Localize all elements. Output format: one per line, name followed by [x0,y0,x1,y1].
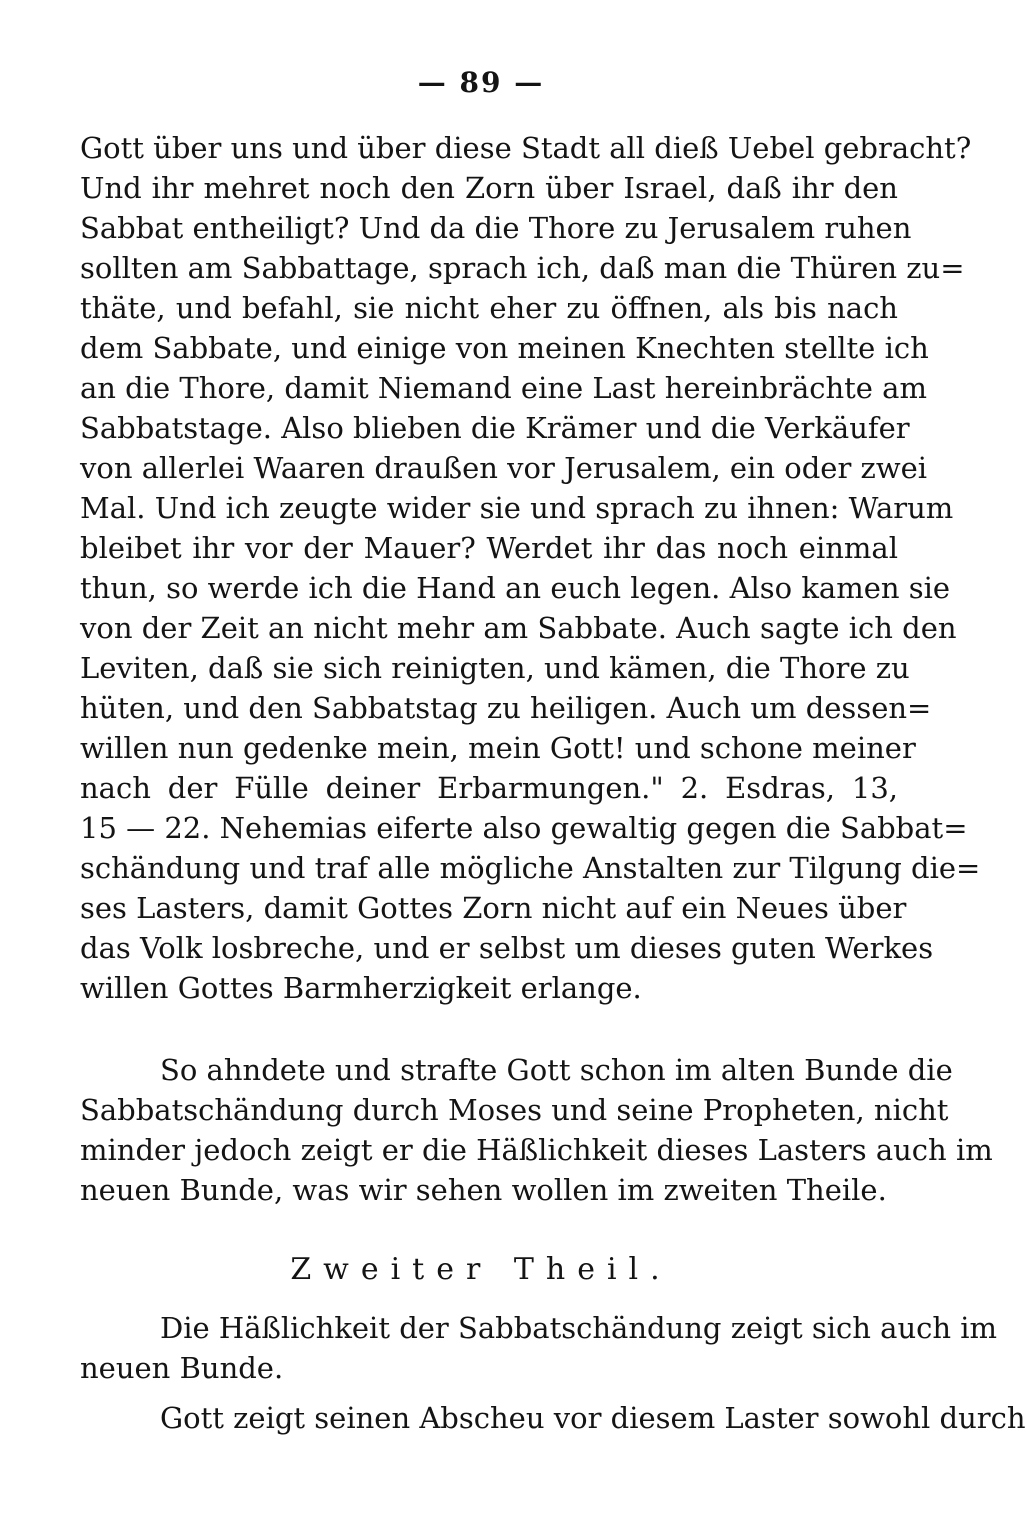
text-line: an die Thore, damit Niemand eine Last hereinbrächte am [80,371,927,405]
paragraph-2 [80,1050,993,1210]
text-line: 15 — 22. Nehemias eiferte also gewaltig gegen die Sabbat= [80,811,968,845]
text-line: Sabbatstage. Also blieben die Krämer und die Verkäufer [80,411,910,445]
text-line: Gott über uns und über diese Stadt all dieß Uebel gebracht? [80,131,972,165]
text-line: Mal. Und ich zeugte wider sie und sprach zu ihnen: Warum [80,491,954,525]
text-line: das Volk losbreche, und er selbst um dieses guten Werkes [80,931,934,965]
text-line: neuen Bunde. [80,1351,284,1385]
text-line: willen nun gedenke mein, mein Gott! und schone meiner [80,731,916,765]
page-number: — 89 — [417,66,545,99]
section-heading: Zweiter Theil. [290,1252,672,1287]
paragraph-4 [80,1398,1026,1438]
text-line: nach der Fülle deiner Erbarmungen." 2. Esdras, 13, [80,771,898,805]
text-line: thäte, und befahl, sie nicht eher zu öffnen, als bis nach [80,291,898,325]
text-line: schändung und traf alle mögliche Anstalten zur Tilgung die= [80,851,981,885]
text-line: Die Häßlichkeit der Sabbatschändung zeigt sich auch im [160,1311,998,1345]
text-line: bleibet ihr vor der Mauer? Werdet ihr das noch einmal [80,531,898,565]
text-line: Leviten, daß sie sich reinigten, und kämen, die Thore zu [80,651,910,685]
text-line: dem Sabbate, und einige von meinen Knechten stellte ich [80,331,929,365]
text-line: Sabbatschändung durch Moses und seine Propheten, nicht [80,1093,949,1127]
text-line: thun, so werde ich die Hand an euch legen. Also kamen sie [80,571,951,605]
paragraph-1 [80,128,981,1008]
text-line: Sabbat entheiligt? Und da die Thore zu Jerusalem ruhen [80,211,912,245]
paragraph-3 [80,1308,998,1388]
text-line: neuen Bunde, was wir sehen wollen im zweiten Theile. [80,1173,887,1207]
text-line: hüten, und den Sabbatstag zu heiligen. Auch um dessen= [80,691,932,725]
text-line: Gott zeigt seinen Abscheu vor diesem Laster sowohl durch [160,1401,1026,1435]
text-line: sollten am Sabbattage, sprach ich, daß man die Thüren zu= [80,251,965,285]
text-line: von allerlei Waaren draußen vor Jerusalem, ein oder zwei [80,451,928,485]
text-line: ses Lasters, damit Gottes Zorn nicht auf ein Neues über [80,891,907,925]
text-line: willen Gottes Barmherzigkeit erlange. [80,971,642,1005]
text-line: So ahndete und strafte Gott schon im alten Bunde die [160,1053,953,1087]
text-line: von der Zeit an nicht mehr am Sabbate. Auch sagte ich den [80,611,957,645]
text-line: Und ihr mehret noch den Zorn über Israel, daß ihr den [80,171,898,205]
text-line: minder jedoch zeigt er die Häßlichkeit dieses Lasters auch im [80,1133,993,1167]
